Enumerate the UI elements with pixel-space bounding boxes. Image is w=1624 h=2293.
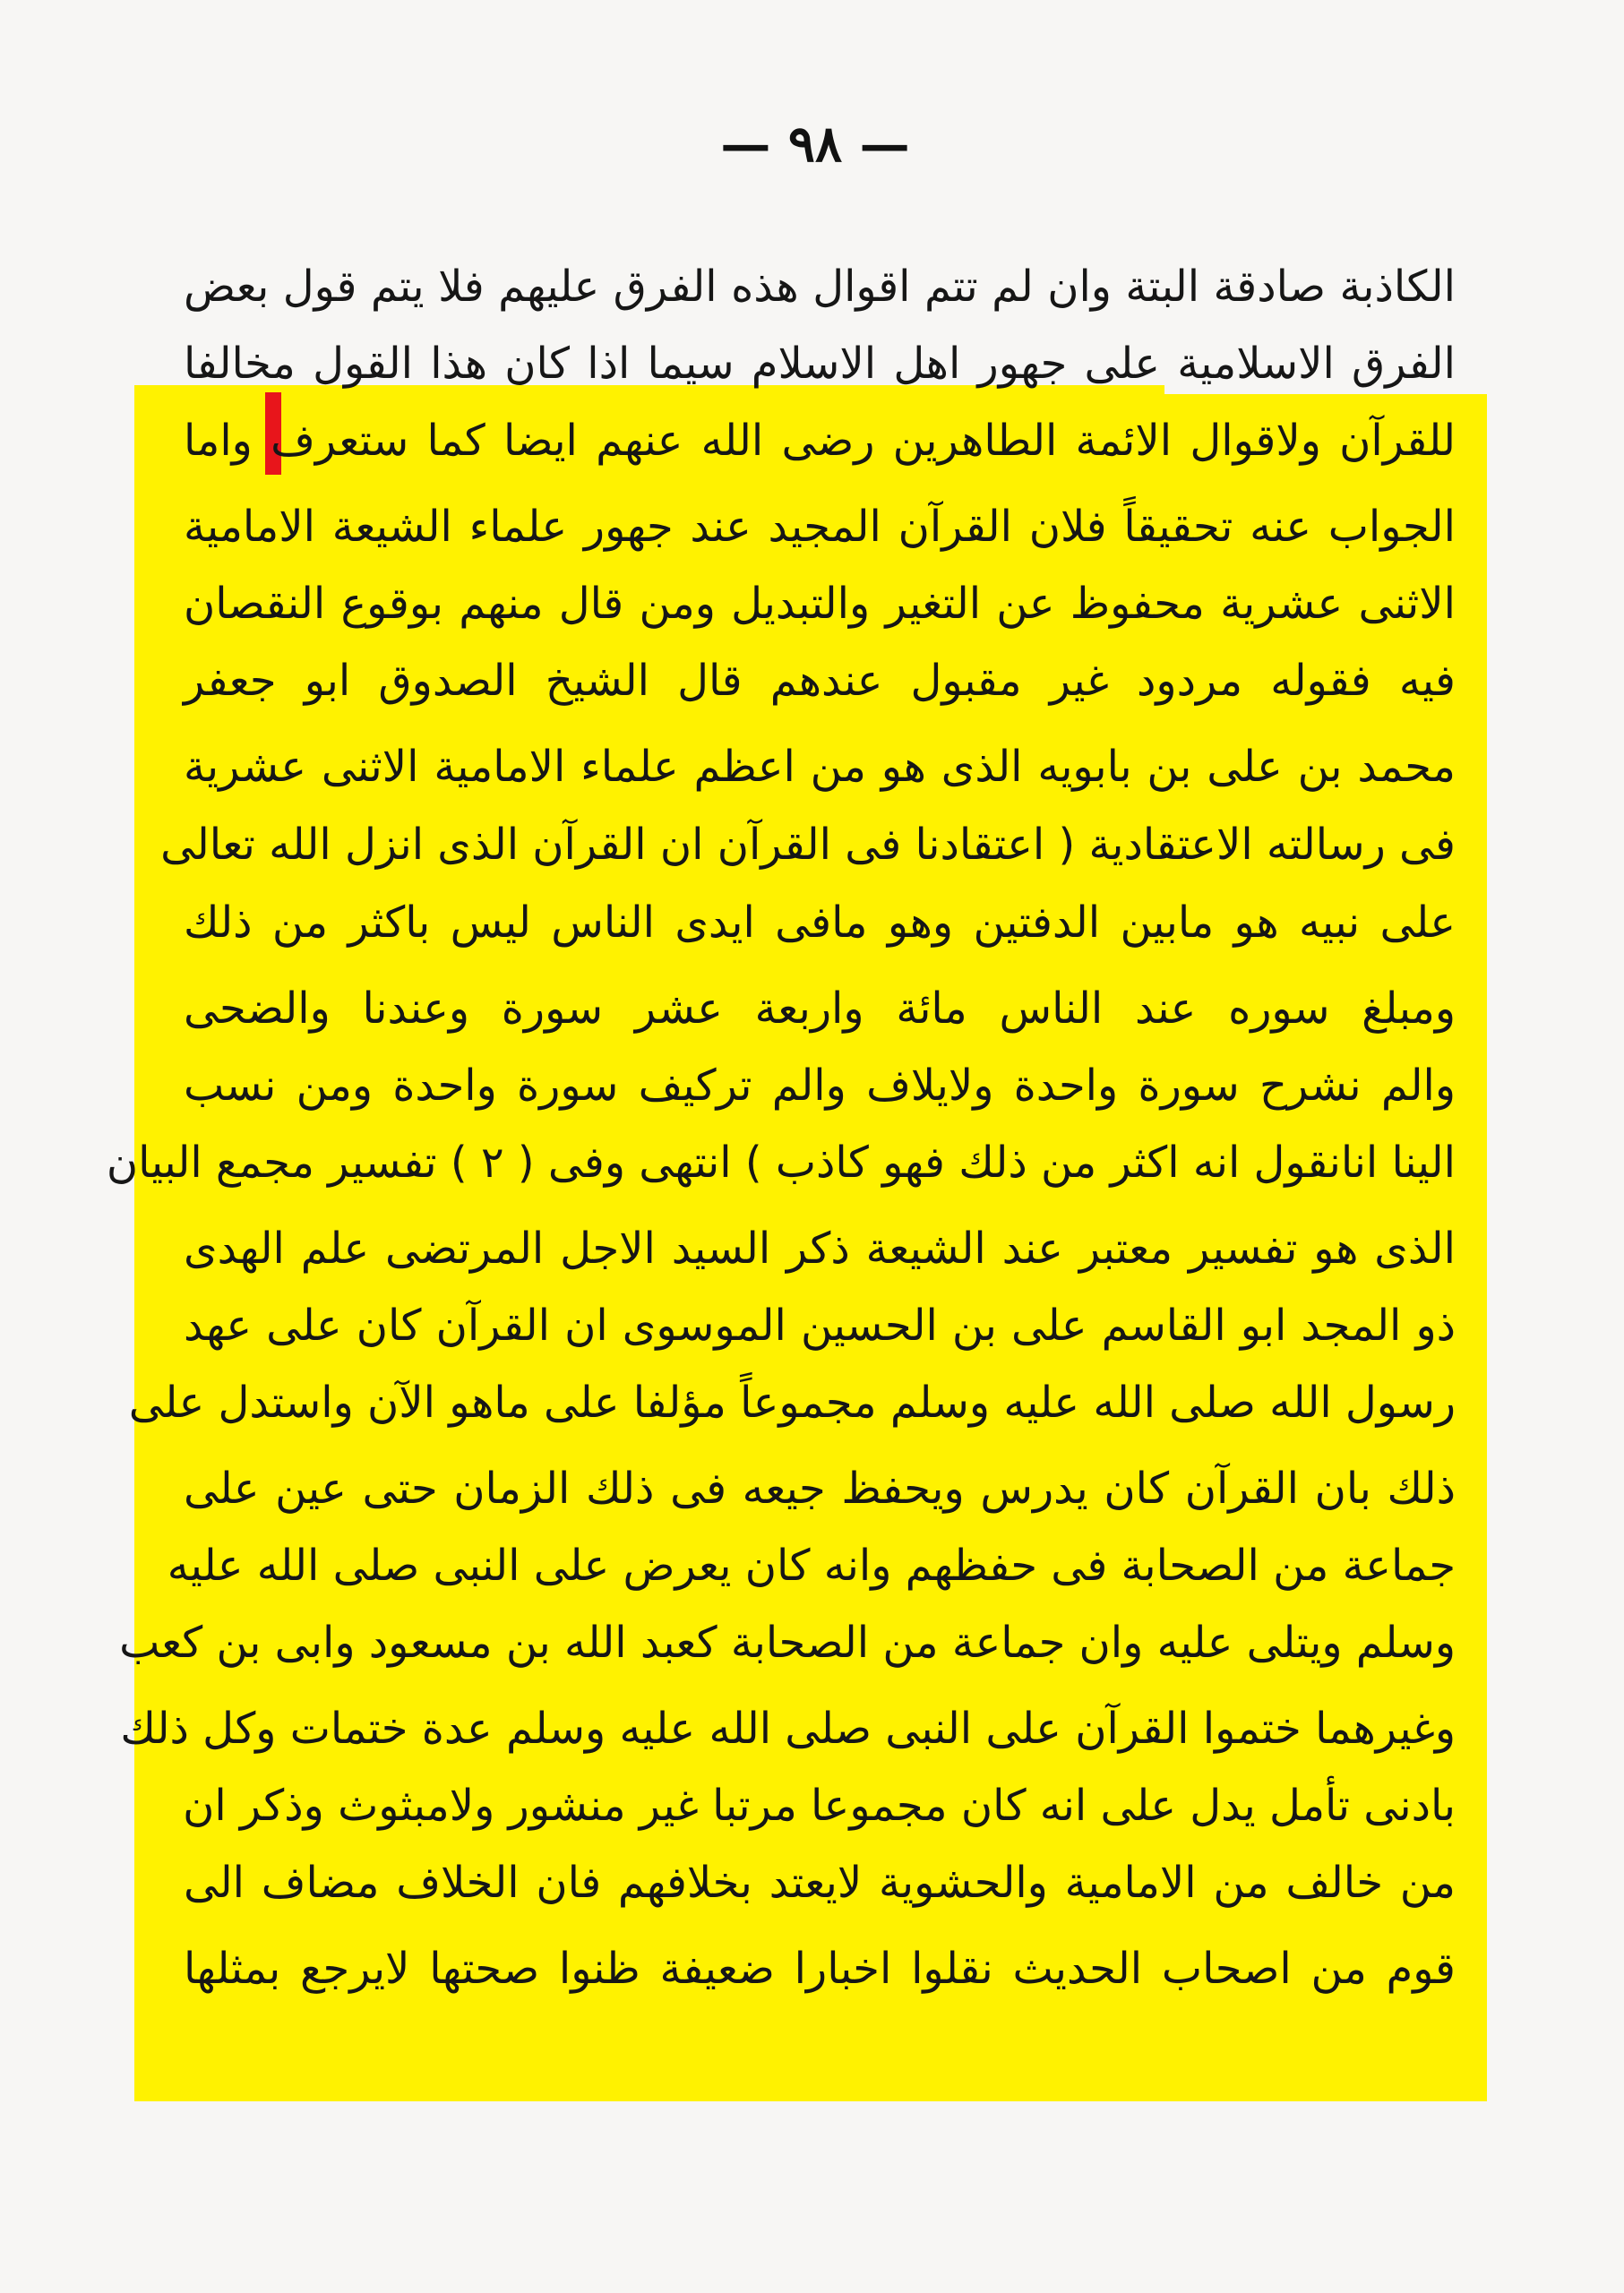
text-line: جماعة من الصحابة فى حفظهم وانه كان يعرض على النبى صلى الله عليه bbox=[167, 1541, 1456, 1591]
text-line: وسلم ويتلى عليه وان جماعة من الصحابة كعبد الله بن مسعود وابى بن كعب bbox=[119, 1618, 1456, 1668]
text-line: بادنى تأمل يدل على انه كان مجموعا مرتبا غير منشور ولامبثوث وذكر ان bbox=[183, 1781, 1456, 1831]
text-line: فى رسالته الاعتقادية ( اعتقادنا فى القرآن ان القرآن الذى انزل الله تعالى bbox=[160, 820, 1456, 870]
text-line: الجواب عنه تحقيقاً فلان القرآن المجيد عند جهور علماء الشيعة الامامية bbox=[184, 502, 1456, 552]
text-line: والم نشرح سورة واحدة ولايلاف والم تركيف سورة واحدة ومن نسب bbox=[184, 1061, 1456, 1111]
text-line: الكاذبة صادقة البتة وان لم تتم اقوال هذه الفرق عليهم فلا يتم قول بعض bbox=[184, 262, 1456, 312]
text-line: محمد بن على بن بابويه الذى هو من اعظم علماء الامامية الاثنى عشرية bbox=[184, 742, 1456, 792]
text-line: الفرق الاسلامية على جهور اهل الاسلام سيما اذا كان هذا القول مخالفا bbox=[184, 339, 1456, 389]
text-line: فيه فقوله مردود غير مقبول عندهم قال الشيخ الصدوق ابو جعفر bbox=[184, 656, 1456, 706]
page-number: — ٩٨ — bbox=[720, 115, 910, 174]
text-line: من خالف من الامامية والحشوية لايعتد بخلافهم فان الخلاف مضاف الى bbox=[184, 1858, 1456, 1908]
text-line: ذلك بان القرآن كان يدرس ويحفظ جيعه فى ذلك الزمان حتى عين على bbox=[184, 1464, 1456, 1514]
text-line: الذى هو تفسير معتبر عند الشيعة ذكر السيد الاجل المرتضى علم الهدى bbox=[184, 1224, 1456, 1274]
text-line: وغيرهما ختموا القرآن على النبى صلى الله عليه وسلم عدة ختمات وكل ذلك bbox=[120, 1704, 1456, 1754]
text-line: على نبيه هو مابين الدفتين وهو مافى ايدى الناس ليس باكثر من ذلك bbox=[184, 897, 1456, 948]
text-line: قوم من اصحاب الحديث نقلوا اخبارا ضعيفة ظنوا صحتها لايرجع بمثلها bbox=[184, 1944, 1456, 1994]
text-line: ومبلغ سوره عند الناس مائة واربعة عشر سورة وعندنا والضحى bbox=[184, 983, 1456, 1034]
text-line: للقرآن ولاقوال الائمة الطاهرين رضى الله عنهم ايضا كما ستعرف واما bbox=[184, 416, 1456, 466]
text-line: الاثنى عشرية محفوظ عن التغير والتبديل ومن قال منهم بوقوع النقصان bbox=[184, 579, 1456, 629]
text-line: ذو المجد ابو القاسم على بن الحسين الموسوى ان القرآن كان على عهد bbox=[184, 1301, 1456, 1351]
text-line: الينا انانقول انه اكثر من ذلك فهو كاذب ) انتهى وفى ( ٢ ) تفسير مجمع البيان bbox=[106, 1138, 1456, 1188]
text-line: رسول الله صلى الله عليه وسلم مجموعاً مؤلفا على ماهو الآن واستدل على bbox=[128, 1378, 1456, 1428]
